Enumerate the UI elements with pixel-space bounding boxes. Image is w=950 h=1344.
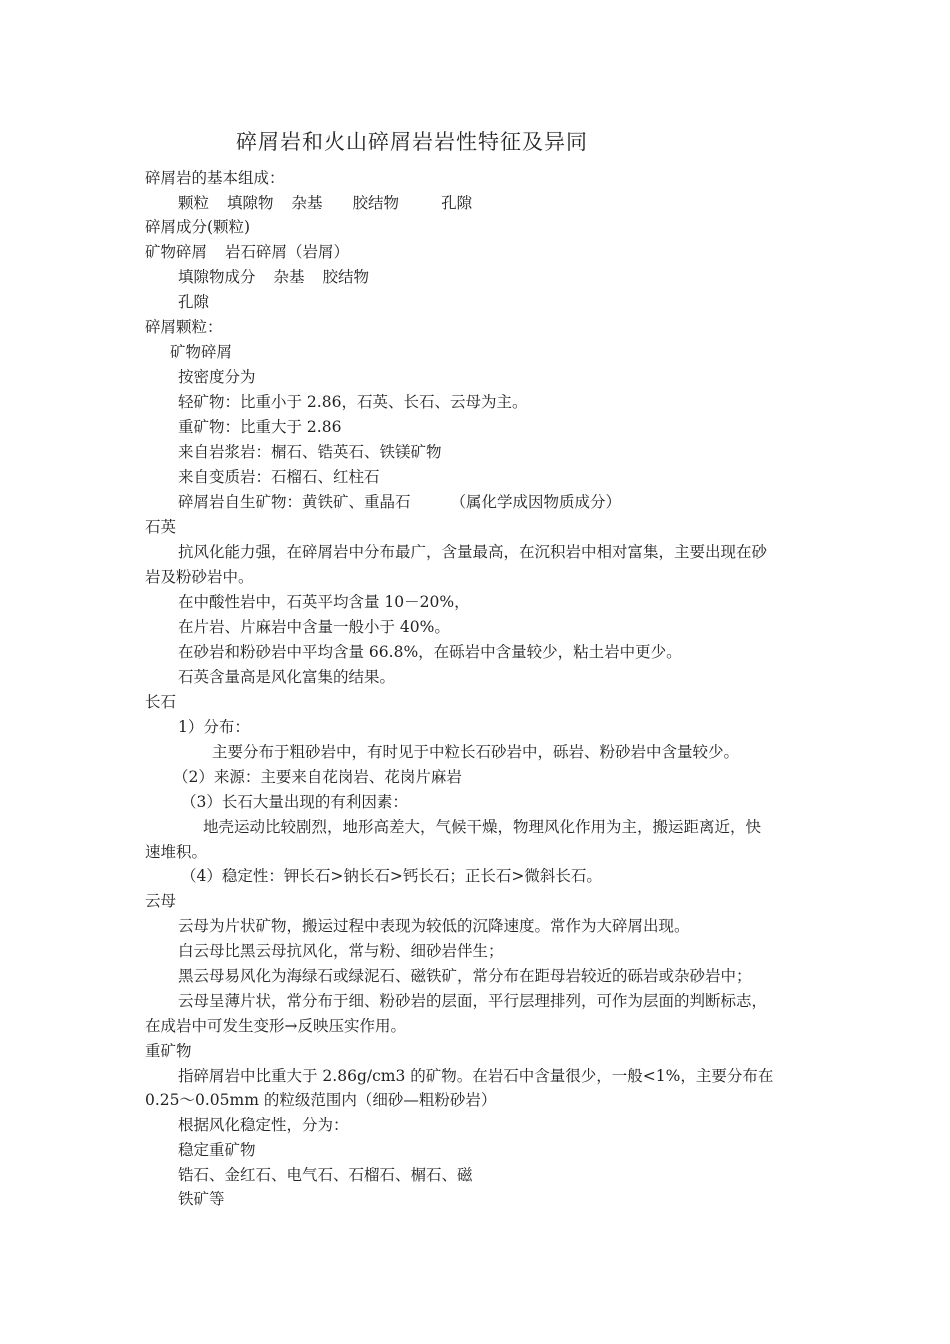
text-segment: （属化学成因物质成分） [450, 493, 622, 511]
term: 矿物碎屑 [145, 243, 208, 261]
term: 胶结物 [322, 268, 370, 286]
text-line [178, 267, 369, 287]
term: 胶结物 [352, 194, 400, 212]
section-heading: 云母 [145, 892, 177, 910]
text-line: 指碎屑岩中比重大于 2.86g/cm3 的矿物。在岩石中含量很少，一般<1%，主要分布在 [178, 1067, 774, 1085]
term: 杂基 [291, 194, 323, 212]
text-line: 云母为片状矿物，搬运过程中表现为较低的沉降速度。常作为大碎屑出现。 [178, 917, 690, 935]
text-line: 按密度分为 [178, 368, 256, 386]
text-line: 地壳运动比较剧烈，地形高差大，气候干燥，物理风化作用为主，搬运距离近，快 [203, 818, 762, 836]
text-line: 石英含量高是风化富集的结果。 [178, 668, 396, 686]
text-line: 重矿物：比重大于 2.86 [178, 418, 342, 436]
text-line: 孔隙 [178, 293, 210, 311]
text-line: 碎屑成分(颗粒) [145, 218, 251, 236]
text-line: 黑云母易风化为海绿石或绿泥石、磁铁矿，常分布在距母岩较近的砾岩或杂砂岩中； [178, 967, 752, 985]
text-line [178, 492, 621, 512]
text-line: 在成岩中可发生变形→反映压实作用。 [145, 1017, 406, 1035]
section-heading: 石英 [145, 518, 177, 536]
term: 颗粒 [178, 194, 210, 212]
term: 填隙物 [227, 194, 274, 212]
section-heading: 重矿物 [145, 1042, 192, 1060]
text-line: 碎屑颗粒： [145, 318, 223, 336]
text-line: 在片岩、片麻岩中含量一般小于 40%。 [178, 618, 450, 636]
text-line: 来自变质岩：石榴石、红柱石 [178, 468, 380, 486]
text-line: 轻矿物：比重小于 2.86，石英、长石、云母为主。 [178, 393, 528, 411]
text-line: 主要分布于粗砂岩中，有时见于中粒长石砂岩中，砾岩、粉砂岩中含量较少。 [212, 743, 740, 761]
text-line: 1）分布： [178, 718, 250, 736]
text-line: （2）来源：主要来自花岗岩、花岗片麻岩 [173, 768, 462, 786]
text-line: 速堆积。 [145, 843, 208, 861]
text-line: 锆石、金红石、电气石、石榴石、榍石、磁 [178, 1166, 473, 1184]
text-segment: 碎屑岩自生矿物：黄铁矿、重晶石 [178, 493, 411, 511]
text-line: 云母呈薄片状，常分布于细、粉砂岩的层面，平行层理排列，可作为层面的判断标志， [178, 992, 768, 1010]
text-line: 白云母比黑云母抗风化，常与粉、细砂岩伴生； [178, 942, 504, 960]
text-line: （4）稳定性：钾长石>钠长石>钙长石；正长石>微斜长石。 [181, 867, 602, 885]
term: 杂基 [273, 268, 305, 286]
term: 岩石碎屑（岩屑） [225, 243, 350, 261]
text-line: 铁矿等 [178, 1190, 225, 1208]
text-line: 抗风化能力强，在碎屑岩中分布最广，含量最高，在沉积岩中相对富集，主要出现在砂 [178, 543, 768, 561]
text-line: 根据风化稳定性，分为： [178, 1116, 349, 1134]
text-line: 碎屑岩的基本组成： [145, 169, 285, 187]
section-heading: 长石 [145, 693, 177, 711]
text-line: 在砂岩和粉砂岩中平均含量 66.8%，在砾岩中含量较少，粘土岩中更少。 [178, 643, 682, 661]
term: 孔隙 [441, 194, 473, 212]
text-line: 0.25～0.05mm 的粒级范围内（细砂—粗粉砂岩） [145, 1091, 497, 1109]
text-line [145, 242, 349, 262]
term: 填隙物成分 [178, 268, 256, 286]
text-line: 在中酸性岩中，石英平均含量 10－20%， [178, 593, 470, 611]
text-line: 来自岩浆岩：榍石、锆英石、铁镁矿物 [178, 443, 442, 461]
document-title: 碎屑岩和火山碎屑岩岩性特征及异同 [236, 130, 588, 154]
text-line: （3）长石大量出现的有利因素： [181, 793, 408, 811]
text-line [178, 193, 472, 213]
text-line: 稳定重矿物 [178, 1141, 256, 1159]
text-line: 岩及粉砂岩中。 [145, 568, 254, 586]
text-line: 矿物碎屑 [170, 343, 233, 361]
